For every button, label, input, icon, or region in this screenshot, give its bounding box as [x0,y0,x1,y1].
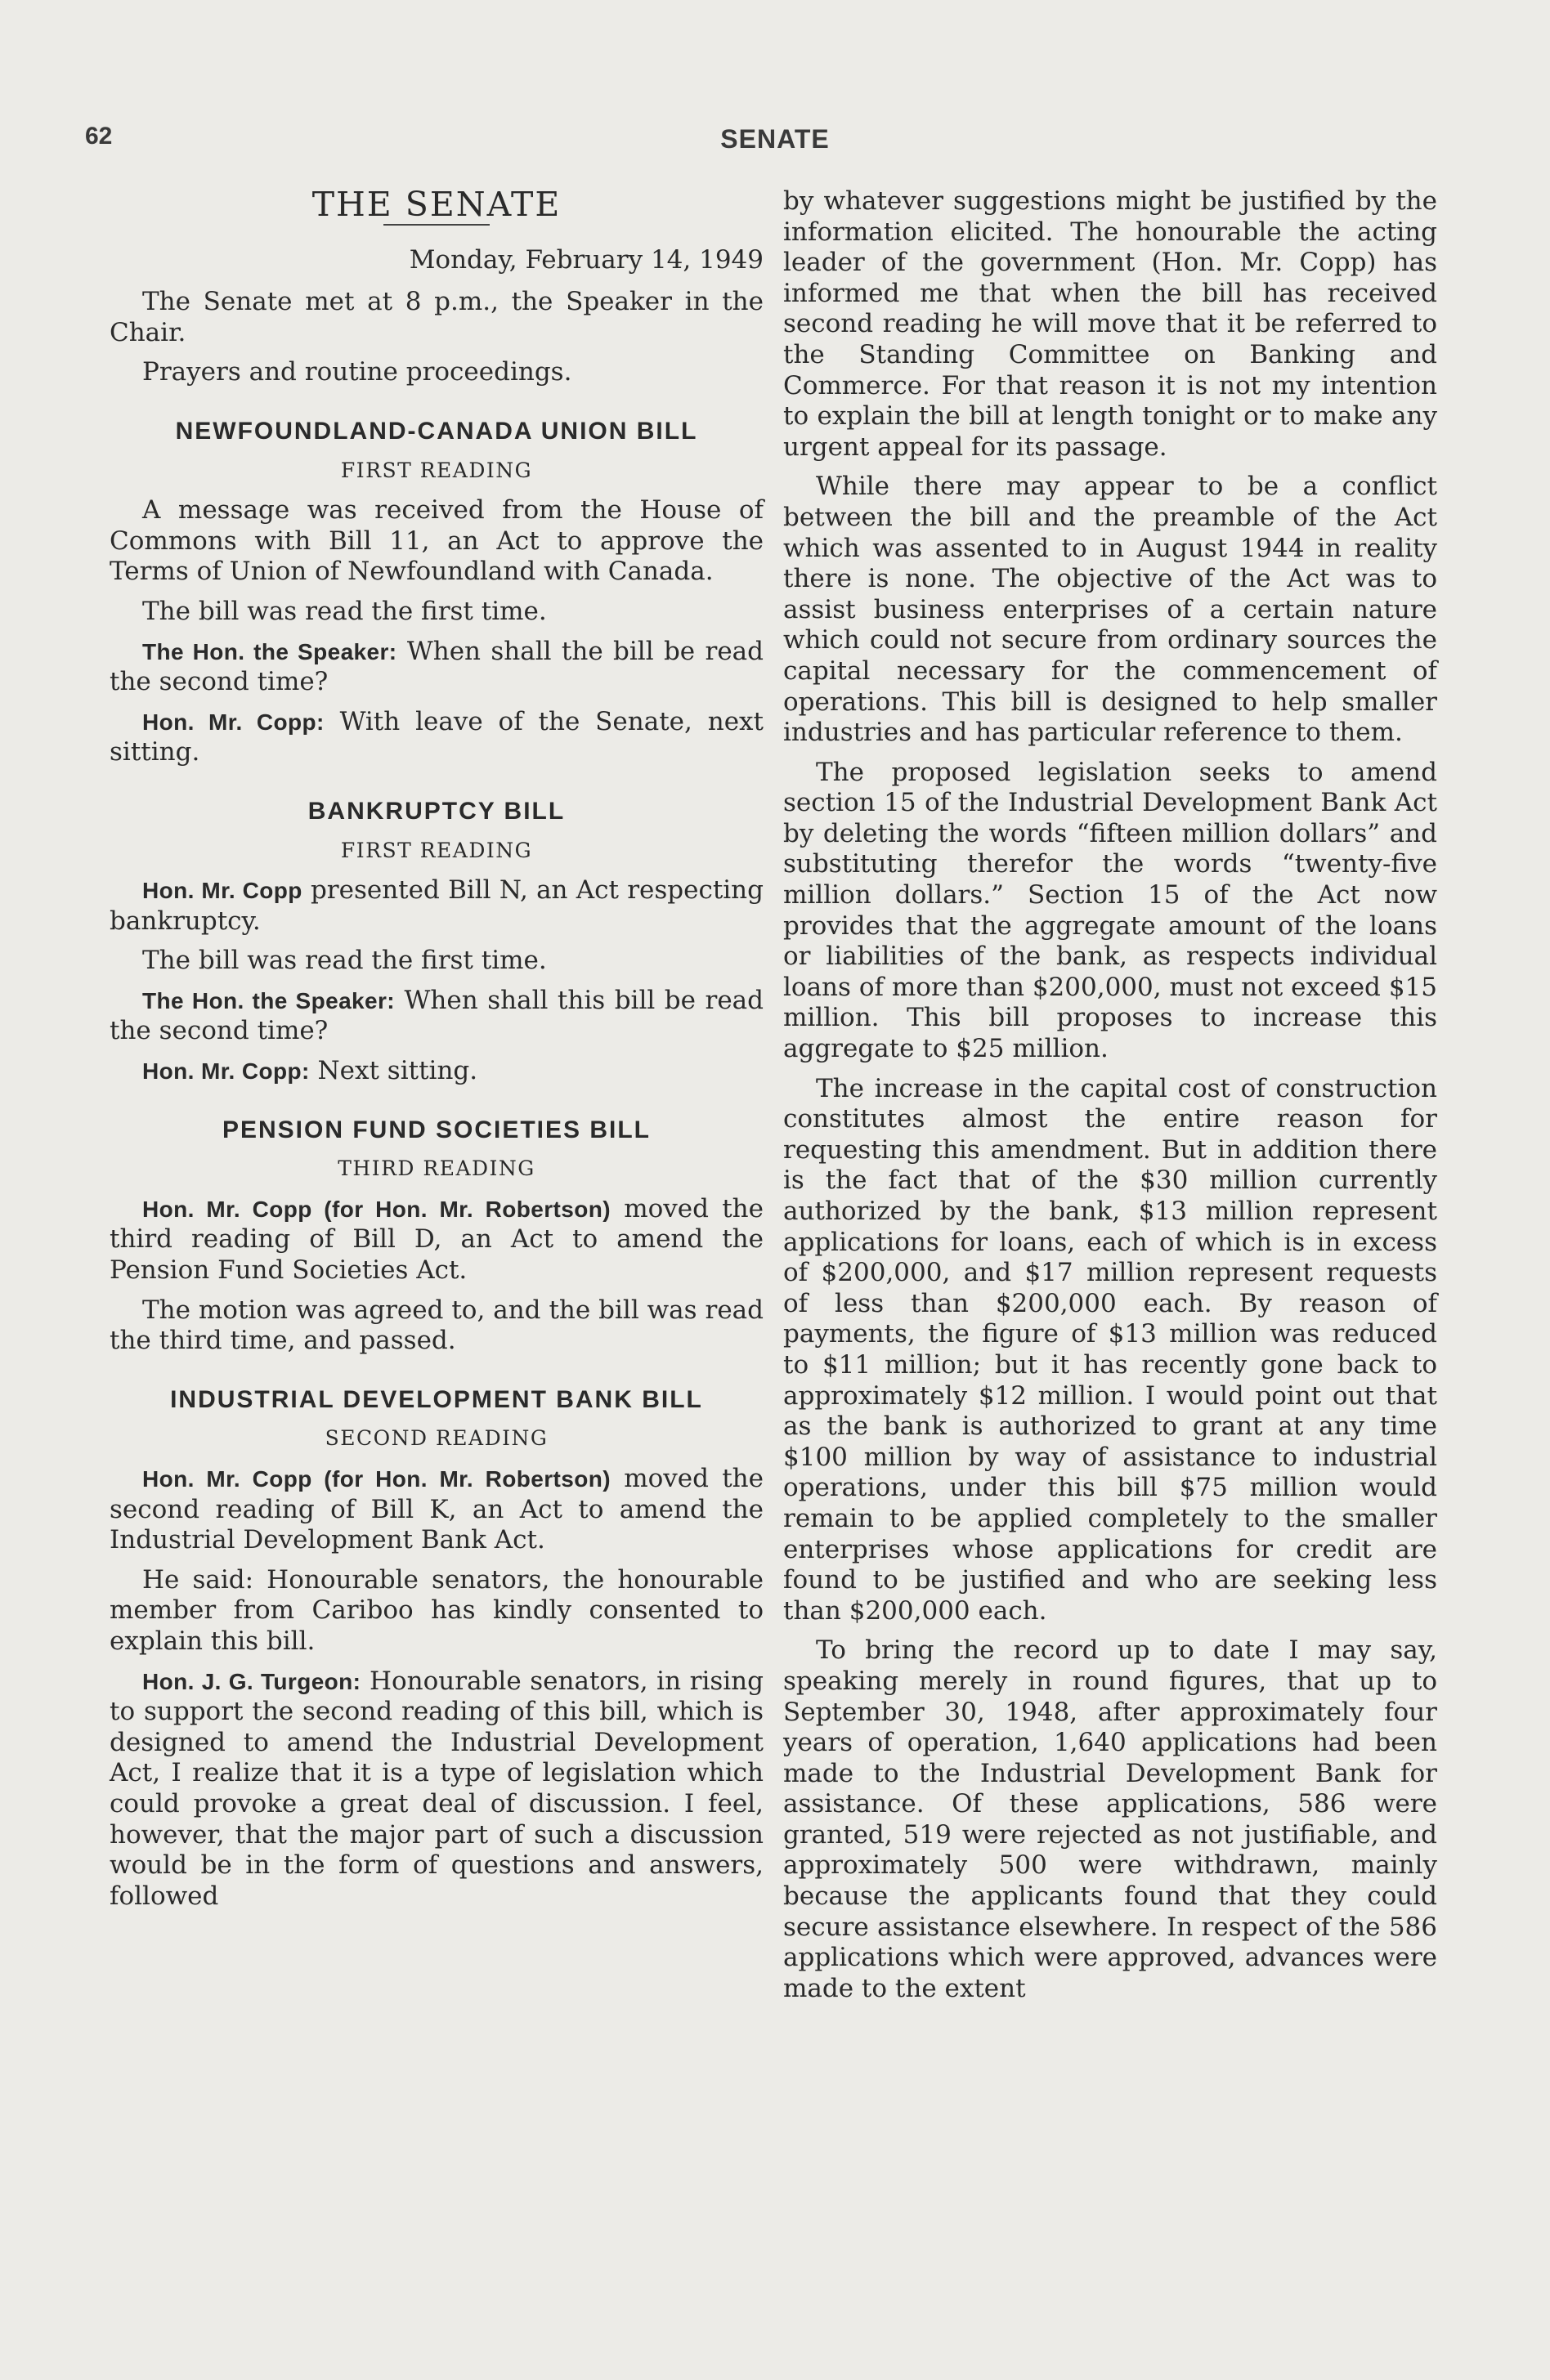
bill-heading: BANKRUPTCY BILL [307,797,566,825]
speech-paragraph [110,875,764,937]
speech-text: presented Bill N, an Act respecting bankruptcy. [110,875,764,936]
speaker-name: Hon. J. G. Turgeon: [142,1668,361,1694]
paragraph: The bill was read the first time. [142,596,547,626]
paragraph: The bill was read the first time. [142,946,547,976]
paragraph: He said: Honourable senators, the honourable member from Cariboo has kindly consented to explain this bill. [110,1564,764,1656]
bill-heading: INDUSTRIAL DEVELOPMENT BANK BILL [170,1385,703,1413]
speech-text: Next sitting. [309,1056,478,1086]
speaker-name: Hon. Mr. Copp (for Hon. Mr. Robertson) [142,1196,611,1222]
paragraph: The increase in the capital cost of construction constitutes almost the entire reason for requesting this amendment. But in addition there is the fact that of the $30 million currently authorized by the bank, $13 million represent applications for loans, each of which is in excess of $200,000, and $17 million represent requests of less than $200,000 each. By reason of payments, the figure of $13 million was reduced to $11 million; but it has recently gone back to approximately $12 million. I would point out that as the bank is authorized to grant at any time $100 million by way of assistance to industrial operations, under this bill $75 million would remain to be applied completely to the smaller enterprises whose applications for credit are found to be justified and who are seeking less than $200,000 each. [783,1073,1437,1626]
speech-text: With leave of the Senate, next sitting. [110,706,764,767]
speech-text: Honourable senators, in rising to support the second reading of this bill, which is designed to amend the Industrial Development Act, I realize that it is a type of legislation which could provoke a great deal of discussion. I feel, however, that the major part of such a discussion would be in the form of questions and answers, followed [110,1666,764,1911]
speech-paragraph [110,1194,764,1286]
running-head: SENATE [720,124,830,154]
paragraph: Prayers and routine proceedings. [142,357,572,387]
reading-subheading: SECOND READING [325,1426,549,1451]
paragraph: The Senate met at 8 p.m., the Speaker in the Chair. [110,287,764,347]
speech-paragraph [110,1666,764,1912]
right-column [783,186,1437,2013]
reading-subheading: THIRD READING [338,1156,535,1181]
speaker-name: Hon. Mr. Copp: [142,709,325,735]
speech-text: moved the second reading of Bill K, an Act to amend the Industrial Development Bank Act. [110,1464,764,1555]
speech-paragraph [110,986,764,1047]
reading-subheading: FIRST READING [340,458,533,482]
paragraph-continued: by whatever suggestions might be justified by the information elicited. The honourable the acting leader of the government (Hon. Mr. Copp) has informed me that when the bill has received second reading he will move that it be referred to the Standing Committee on Banking and Commerce. For that reason it is not my intention to explain the bill at length tonight or to make any urgent appeal for its passage. [783,186,1437,462]
speech-text: When shall this bill be read the second time? [110,985,764,1046]
speaker-name: Hon. Mr. Copp: [142,1058,310,1085]
paragraph: A message was received from the House of Commons with Bill 11, an Act to approve the Terms of Union of Newfoundland with Canada. [110,495,764,587]
speaker-name: The Hon. the Speaker: [142,638,397,664]
bill-heading: PENSION FUND SOCIETIES BILL [222,1116,652,1143]
speech-paragraph [110,1056,764,1087]
section-title: THE SENATE [311,185,562,224]
bill-heading: NEWFOUNDLAND-CANADA UNION BILL [175,417,698,445]
speech-paragraph [110,1464,764,1556]
speech-paragraph [110,637,764,698]
paragraph: To bring the record up to date I may say, speaking merely in round figures, that up to September 30, 1948, after approximately four years of operation, 1,640 applications had been made to the Industrial Development Bank for assistance. Of these applications, 586 were granted, 519 were rejected as not justifiable, and approximately 500 were withdrawn, mainly because the applicants found that they could secure assistance elsewhere. In respect of the 586 applications which were approved, advances were made to the extent [783,1635,1437,2003]
left-column [110,186,764,1921]
speech-text: moved the third reading of Bill D, an Act to amend the Pension Fund Societies Act. [110,1193,764,1286]
speech-text: When shall the bill be read the second time? [110,636,764,697]
reading-subheading: FIRST READING [340,838,533,862]
paragraph: The motion was agreed to, and the bill was read the third time, and passed. [110,1295,764,1356]
speaker-name: Hon. Mr. Copp (for Hon. Mr. Robertson) [142,1466,611,1492]
paragraph: While there may appear to be a conflict between the bill and the preamble of the Act which was assented to in August 1944 in reality there is none. The objective of the Act was to assist business enterprises of a certain nature which could not secure from ordinary sources the capital necessary for the commencement of operations. This bill is designed to help smaller industries and has particular reference to them. [783,472,1437,748]
paragraph: The proposed legislation seeks to amend section 15 of the Industrial Development Bank Act by deleting the words “fifteen million dollars” and substituting therefor the words “twenty-five million dollars.” Section 15 of the Act now provides that the aggregate amount of the loans or liabilities of the bank, as respects individual loans of more than $200,000, must not exceed $15 million. This bill proposes to increase this aggregate to $25 million. [783,757,1437,1064]
sitting-date: Monday, February 14, 1949 [409,244,764,275]
speech-paragraph [110,707,764,768]
page-number: 62 [85,123,113,150]
speaker-name: Hon. Mr. Copp [142,878,302,904]
speaker-name: The Hon. the Speaker: [142,987,396,1013]
